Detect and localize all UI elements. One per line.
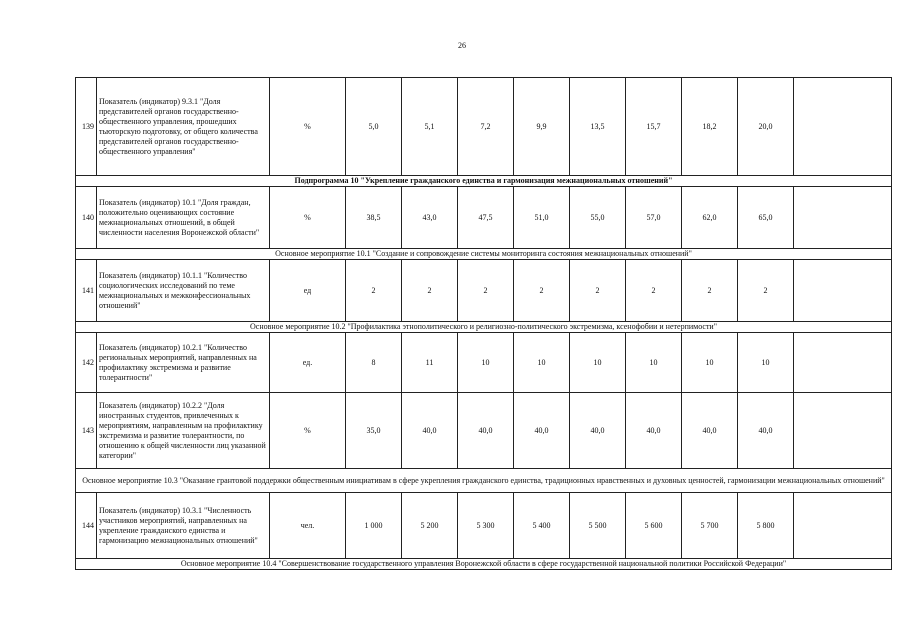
row-number: 140 [76,187,97,249]
value-cell: 2 [402,260,458,322]
value-cell: 5 400 [514,493,570,559]
value-cell: 2 [738,260,794,322]
indicator-row [76,493,892,559]
section-row [76,322,892,333]
unit-cell: ед. [270,333,346,393]
indicator-name: Показатель (индикатор) 9.3.1 "Доля представителей органов государственно-общественного управления, прошедших тьюторскую подготовку, от общего количества представителей органов государственно-общественного управления" [97,78,270,176]
value-cell: 5 300 [458,493,514,559]
indicator-name: Показатель (индикатор) 10.1.1 "Количество социологических исследований по теме межнациональных и межконфессиональных отношений" [97,260,270,322]
value-cell: 1 000 [346,493,402,559]
unit-cell: % [270,78,346,176]
value-cell: 10 [570,333,626,393]
value-cell: 40,0 [738,393,794,469]
indicator-row [76,78,892,176]
indicator-row [76,187,892,249]
value-cell: 13,5 [570,78,626,176]
value-cell: 5 200 [402,493,458,559]
page-number: 26 [458,41,466,50]
value-cell: 47,5 [458,187,514,249]
value-cell: 10 [738,333,794,393]
value-cell: 5,1 [402,78,458,176]
value-cell: 2 [458,260,514,322]
value-cell: 10 [458,333,514,393]
unit-cell: % [270,187,346,249]
empty-cell [794,493,892,559]
section-title: Основное мероприятие 10.1 "Создание и сопровождение системы мониторинга состояния межнациональных отношений" [76,249,892,260]
value-cell: 10 [682,333,738,393]
value-cell: 5 800 [738,493,794,559]
indicator-row [76,393,892,469]
value-cell: 55,0 [570,187,626,249]
unit-cell: чел. [270,493,346,559]
value-cell: 2 [570,260,626,322]
section-row [76,249,892,260]
value-cell: 38,5 [346,187,402,249]
empty-cell [794,260,892,322]
value-cell: 5 500 [570,493,626,559]
empty-cell [794,333,892,393]
indicator-name: Показатель (индикатор) 10.2.2 "Доля иностранных студентов, привлеченных к мероприятиям, направленным на профилактику экстремизма и развитие толерантности, по отношению к общей численности лиц указанной категории" [97,393,270,469]
value-cell: 65,0 [738,187,794,249]
value-cell: 7,2 [458,78,514,176]
row-number: 141 [76,260,97,322]
unit-cell: ед [270,260,346,322]
row-number: 143 [76,393,97,469]
empty-cell [794,78,892,176]
section-row [76,176,892,187]
value-cell: 18,2 [682,78,738,176]
unit-cell: % [270,393,346,469]
value-cell: 2 [682,260,738,322]
row-number: 142 [76,333,97,393]
section-title: Основное мероприятие 10.3 "Оказание грантовой поддержки общественным инициативам в сфере укрепления гражданского единства, традиционных нравственных и духовных ценностей, гармонизации межнациональных отношений" [76,469,892,493]
value-cell: 40,0 [570,393,626,469]
value-cell: 40,0 [682,393,738,469]
value-cell: 40,0 [402,393,458,469]
section-title: Подпрограмма 10 "Укрепление гражданского единства и гармонизация межнациональных отношений" [76,176,892,187]
value-cell: 2 [626,260,682,322]
value-cell: 40,0 [626,393,682,469]
value-cell: 5 600 [626,493,682,559]
value-cell: 40,0 [458,393,514,469]
value-cell: 40,0 [514,393,570,469]
value-cell: 10 [626,333,682,393]
row-number: 139 [76,78,97,176]
value-cell: 57,0 [626,187,682,249]
value-cell: 2 [514,260,570,322]
value-cell: 35,0 [346,393,402,469]
value-cell: 43,0 [402,187,458,249]
value-cell: 15,7 [626,78,682,176]
indicator-row [76,260,892,322]
empty-cell [794,393,892,469]
indicators-table [75,77,892,570]
value-cell: 5,0 [346,78,402,176]
empty-cell [794,187,892,249]
value-cell: 51,0 [514,187,570,249]
indicator-name: Показатель (индикатор) 10.3.1 "Численность участников мероприятий, направленных на укрепление гражданского единства и гармонизацию межнациональных отношений" [97,493,270,559]
value-cell: 9,9 [514,78,570,176]
section-row [76,559,892,570]
indicator-row [76,333,892,393]
value-cell: 10 [514,333,570,393]
indicator-name: Показатель (индикатор) 10.2.1 "Количество региональных мероприятий, направленных на профилактику экстремизма и развитие толерантности" [97,333,270,393]
value-cell: 62,0 [682,187,738,249]
section-title: Основное мероприятие 10.4 "Совершенствование государственного управления Воронежской области в сфере государственной национальной политики Российской Федерации" [76,559,892,570]
value-cell: 20,0 [738,78,794,176]
value-cell: 2 [346,260,402,322]
value-cell: 8 [346,333,402,393]
row-number: 144 [76,493,97,559]
indicator-name: Показатель (индикатор) 10.1 "Доля граждан, положительно оценивающих состояние межнациональных отношений, в общей численности населения Воронежской области" [97,187,270,249]
section-title: Основное мероприятие 10.2 "Профилактика этнополитического и религиозно-политического экстремизма, ксенофобии и нетерпимости" [76,322,892,333]
value-cell: 11 [402,333,458,393]
section-row [76,469,892,493]
value-cell: 5 700 [682,493,738,559]
